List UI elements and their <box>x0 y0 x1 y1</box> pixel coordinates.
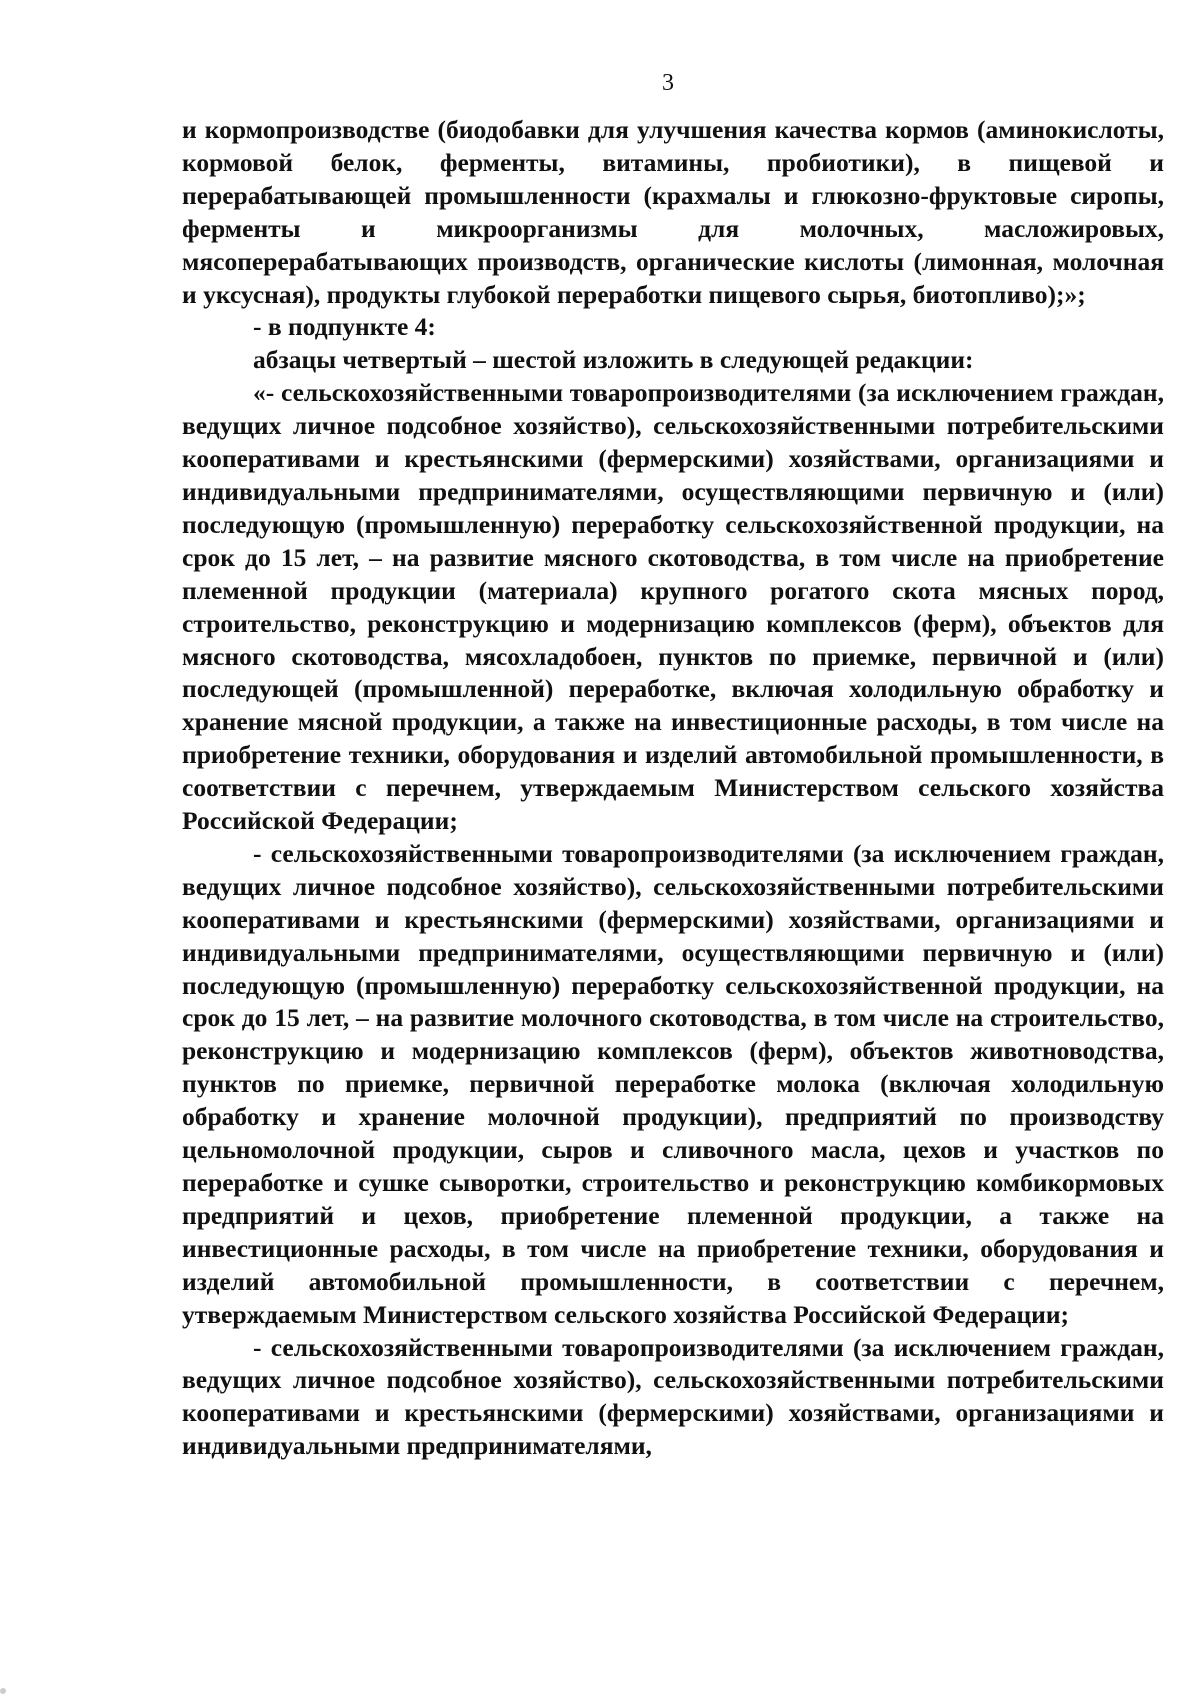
paragraph-dairy-cattle: - сельскохозяйственными товаропроизводителями (за исключением граждан, ведущих личное подсобное хозяйство), сельскохозяйственными потребительскими кооперативами и крестьянскими (фермерскими) хозяйствами, организациями и индивидуальными предпринимателями, осуществляющими первичную и (или) последующую (промышленную) переработку сельскохозяйственной продукции, на срок до 15 лет, – на развитие молочного скотоводства, в том числе на строительство, реконструкцию и модернизацию комплексов (ферм), объектов животноводства, пунктов по приемке, первичной переработке молока (включая холодильную обработку и хранение молочной продукции), предприятий по производству цельномолочной продукции, сыров и сливочного масла, цехов и участков по переработке и сушке сыворотки, строительство и реконструкцию комбикормовых предприятий и цехов, приобретение племенной продукции, а также на инвестиционные расходы, в том числе на приобретение техники, оборудования и изделий автомобильной промышленности, в соответствии с перечнем, утверждаемым Министерством сельского хозяйства Российской Федерации; <box>182 838 1164 1329</box>
paragraph-third-item: - сельскохозяйственными товаропроизводителями (за исключением граждан, ведущих личное подсобное хозяйство), сельскохозяйственными потребительскими кооперативами и крестьянскими (фермерскими) хозяйствами, организациями и индивидуальными предпринимателями, <box>182 1332 1164 1461</box>
paragraph-subpoint-reference: - в подпункте 4: <box>253 312 436 342</box>
document-body <box>182 114 1164 1463</box>
scan-artifact <box>0 1688 6 1694</box>
paragraph-meat-cattle: «- сельскохозяйственными товаропроизводителями (за исключением граждан, ведущих личное подсобное хозяйство), сельскохозяйственными потребительскими кооперативами и крестьянскими (фермерскими) хозяйствами, организациями и индивидуальными предпринимателями, осуществляющими первичную и (или) последующую (промышленную) переработку сельскохозяйственной продукции, на срок до 15 лет, – на развитие мясного скотоводства, в том числе на приобретение племенной продукции (материала) крупного рогатого скота мясных пород, строительство, реконструкцию и модернизацию комплексов (ферм), объектов для мясного скотоводства, мясохладобоен, пунктов по приемке, первичной и (или) последующей (промышленной) переработке, включая холодильную обработку и хранение мясной продукции, а также на инвестиционные расходы, в том числе на приобретение техники, оборудования и изделий автомобильной промышленности, в соответствии с перечнем, утверждаемым Министерством сельского хозяйства Российской Федерации; <box>182 378 1164 836</box>
page-number: 3 <box>662 70 674 96</box>
paragraph-amendment-instruction: абзацы четвертый – шестой изложить в следующей редакции: <box>253 345 974 375</box>
paragraph-continuation: и кормопроизводстве (биодобавки для улучшения качества кормов (аминокислоты, кормовой белок, ферменты, витамины, пробиотики), в пищевой и перерабатывающей промышленности (крахмалы и глюкозно-фруктовые сиропы, ферменты и микроорганизмы для молочных, масложировых, мясоперерабатывающих производств, органические кислоты (лимонная, молочная и уксусная), продукты глубокой переработки пищевого сырья, биотопливо);»; <box>182 115 1164 309</box>
